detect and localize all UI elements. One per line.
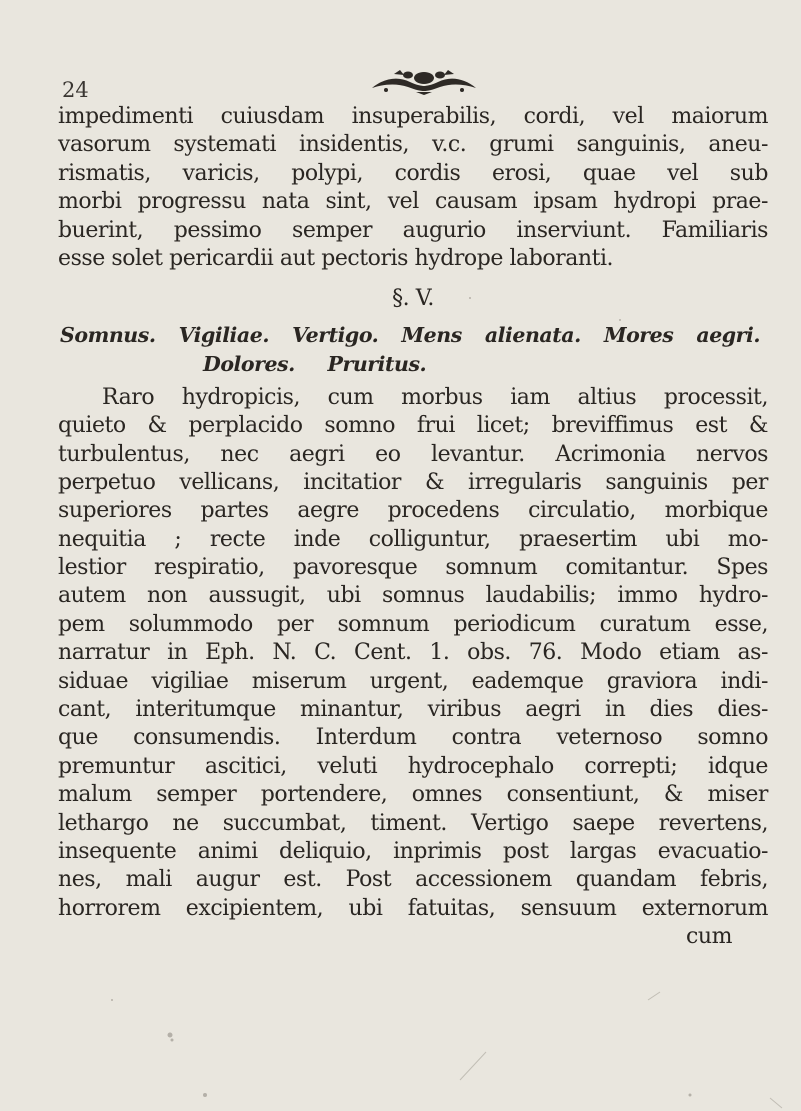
topic-label: Vertigo. (292, 323, 379, 348)
text-line: impedimenti cuiusdam insuperabilis, cordi, vel maiorum (58, 104, 768, 129)
text-line: rismatis, varicis, polypi, cordis erosi, quae vel sub (58, 160, 768, 186)
text-line: lethargo ne succumbat, timent. Vertigo saepe revertens, (58, 810, 768, 836)
text-line: insequente animi deliquio, inprimis post largas evacuatio- (58, 838, 768, 864)
text-line: turbulentus, nec aegri eo levantur. Acrimonia nervos (58, 441, 768, 467)
subheading-topics-continued (58, 350, 768, 384)
text-line: esse solet pericardii aut pectoris hydrope laboranti. (58, 245, 614, 271)
topic-label: Dolores. (203, 351, 295, 376)
section-heading: §. V. (392, 286, 434, 312)
text-line: nequitia ; recte inde colliguntur, praesertim ubi mo- (58, 526, 768, 552)
text-line: Raro hydropicis, cum morbus iam altius processit, (102, 384, 768, 410)
text-line: malum semper portendere, omnes consentiunt, & miser (58, 782, 768, 808)
text-line: morbi progressu nata sint, vel causam ipsam hydropi prae- (58, 189, 768, 215)
ornament-headpiece-icon (364, 66, 484, 96)
page-number: 24 (62, 78, 89, 102)
text-line: quieto & perplacido somno frui licet; breviffimus est & (58, 413, 768, 439)
text-line: superiores partes aegre procedens circulatio, morbique (58, 498, 768, 524)
text-line: buerint, pessimo semper augurio inserviunt. Familiaris (58, 217, 768, 243)
topic-label: Mens alienata. (401, 323, 581, 348)
text-line: pem solummodo per somnum periodicum curatum esse, (58, 611, 768, 637)
text-line: nes, mali augur est. Post accessionem quandam febris, (58, 867, 768, 893)
topic-label: Pruritus. (327, 351, 427, 376)
text-line: perpetuo vellicans, incitatior & irregularis sanguinis per (58, 469, 768, 495)
text-line: lestior respiratio, pavoresque somnum comitantur. Spes (58, 555, 768, 581)
text-line: cant, interitumque minantur, viribus aegri in dies dies- (58, 697, 768, 723)
text-line: que consumendis. Interdum contra veternoso somno (58, 725, 768, 751)
text-line: narratur in Eph. N. C. Cent. 1. obs. 76. Modo etiam as- (58, 640, 768, 666)
topic-label: Vigiliae. (178, 323, 270, 348)
text-line: horrorem excipientem, ubi fatuitas, sensuum externorum (58, 895, 768, 921)
topic-label: Mores aegri. (603, 323, 761, 348)
topic-label: Somnus. (60, 323, 156, 348)
text-line: vasorum systemati insidentis, v.c. grumi sanguinis, aneu- (58, 132, 768, 158)
catchword: cum (685, 924, 732, 950)
subheading-topics (58, 321, 768, 349)
text-line: autem non aussugit, ubi somnus laudabilis; immo hydro- (58, 583, 768, 609)
text-line: premuntur ascitici, veluti hydrocephalo correpti; idque (58, 753, 768, 779)
text-line: siduae vigiliae miserum urgent, eademque graviora indi- (58, 668, 768, 694)
main-text (58, 103, 768, 952)
